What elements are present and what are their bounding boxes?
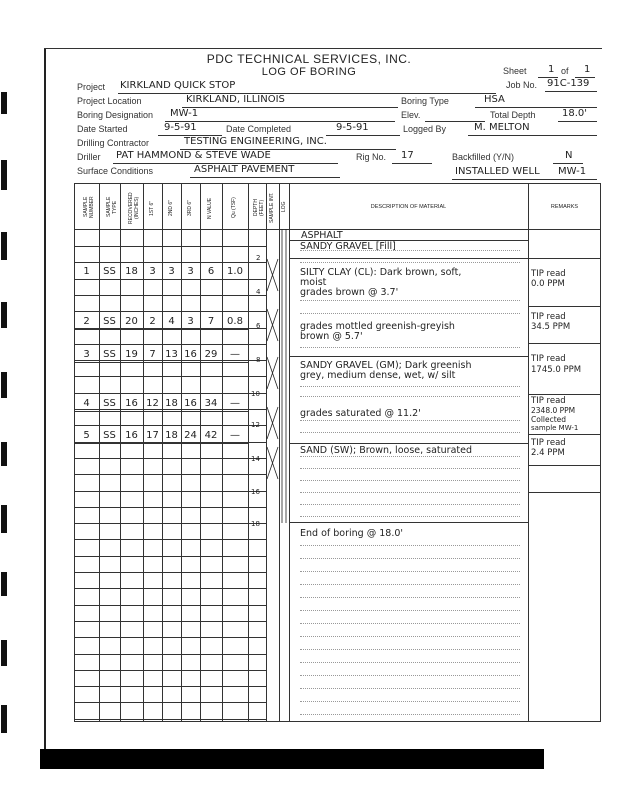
well-log-symbol bbox=[279, 229, 289, 529]
dotted-guide bbox=[300, 649, 520, 650]
col-third-6: 3RD 6" bbox=[187, 200, 193, 216]
dotted-guide bbox=[300, 313, 520, 314]
form-title: LOG OF BORING bbox=[261, 66, 357, 78]
grid-row-line bbox=[74, 539, 266, 540]
grid-row-line bbox=[74, 262, 266, 263]
desc-mottled-1: grades mottled greenish-greyish bbox=[300, 321, 455, 332]
remark-4c: Collected bbox=[531, 415, 567, 424]
col-sample-int: SAMPLE INT. bbox=[269, 192, 275, 224]
col-sample-number: SAMPLE NUMBER bbox=[83, 196, 95, 218]
grid-row-line bbox=[74, 686, 266, 687]
dotted-guide bbox=[300, 545, 520, 546]
sample-n-cell: 42 bbox=[204, 430, 218, 441]
dotted-guide bbox=[300, 662, 520, 663]
boring-type-label: Boring Type bbox=[401, 96, 449, 106]
depth-tick: 4 bbox=[256, 288, 261, 296]
backfilled-value: N bbox=[565, 150, 573, 161]
depth-tick: 18 bbox=[251, 520, 260, 528]
grid-row-line bbox=[74, 605, 266, 606]
remark-5b: 2.4 PPM bbox=[531, 448, 565, 458]
sample-qu-cell: — bbox=[230, 349, 240, 360]
sample-b3-cell: 24 bbox=[184, 430, 197, 441]
desc-end-of-boring: End of boring @ 18.0' bbox=[300, 528, 403, 539]
grid-row-line bbox=[74, 621, 266, 622]
dotted-guide bbox=[300, 386, 520, 387]
grid-row-line bbox=[74, 719, 266, 720]
col-second-6: 2ND 6" bbox=[168, 200, 174, 216]
logged-by-value: M. MELTON bbox=[474, 122, 530, 133]
dotted-guide bbox=[300, 701, 520, 702]
col-remarks: REMARKS bbox=[550, 204, 579, 210]
elev-label: Elev. bbox=[401, 110, 421, 120]
sample-b2-cell: 4 bbox=[168, 316, 175, 327]
installed-well-value: MW-1 bbox=[558, 166, 587, 177]
surface-conditions-value: ASPHALT PAVEMENT bbox=[194, 164, 295, 175]
dotted-guide bbox=[300, 571, 520, 572]
sample-type-cell: SS bbox=[103, 430, 116, 441]
desc-sand-sw: SAND (SW); Brown, loose, saturated bbox=[300, 445, 473, 456]
col-first-6: 1ST 6" bbox=[149, 200, 155, 216]
grid-row-line bbox=[74, 376, 266, 377]
grid-row-line bbox=[74, 344, 266, 345]
sample-n-cell: 7 bbox=[207, 316, 215, 327]
drilling-contractor-label: Drilling Contractor bbox=[77, 138, 150, 148]
sheet-current: 1 bbox=[548, 64, 555, 75]
sample-no-cell: 4 bbox=[83, 398, 90, 409]
sample-b3-cell: 3 bbox=[187, 266, 194, 277]
project-location-value: KIRKLAND, ILLINOIS bbox=[186, 94, 285, 105]
dotted-guide bbox=[300, 597, 520, 598]
date-completed-label: Date Completed bbox=[226, 124, 292, 134]
backfilled-label: Backfilled (Y/N) bbox=[452, 152, 515, 162]
sample-qu-cell: 1.0 bbox=[227, 266, 243, 277]
grid-row-line bbox=[74, 393, 266, 394]
col-log: LOG bbox=[281, 201, 287, 213]
sample-row-underline bbox=[74, 443, 248, 444]
desc-sandy-gravel-fill: SANDY GRAVEL [Fill] bbox=[300, 241, 396, 252]
total-depth-label: Total Depth bbox=[490, 110, 536, 120]
redaction-bar bbox=[40, 749, 544, 769]
desc-asphalt: ASPHALT bbox=[301, 230, 343, 241]
binder-edge bbox=[0, 0, 9, 800]
rig-no-value: 17 bbox=[401, 150, 414, 161]
sample-n-cell: 6 bbox=[207, 266, 215, 277]
sample-b3-cell: 16 bbox=[184, 349, 197, 360]
sample-type-cell: SS bbox=[103, 316, 116, 327]
dotted-guide bbox=[300, 347, 520, 348]
col-depth: DEPTH (FEET) bbox=[253, 199, 265, 217]
sample-rec-cell: 16 bbox=[125, 430, 138, 441]
sample-qu-cell: — bbox=[230, 430, 240, 441]
sample-b3-cell: 3 bbox=[187, 316, 194, 327]
dotted-guide bbox=[300, 610, 520, 611]
dotted-guide bbox=[300, 636, 520, 637]
sample-type-cell: SS bbox=[103, 349, 116, 360]
col-n-value: N VALUE bbox=[207, 197, 213, 219]
dotted-guide bbox=[300, 468, 520, 469]
dotted-guide bbox=[300, 480, 520, 481]
dotted-guide bbox=[300, 420, 520, 421]
grid-row-line bbox=[74, 507, 266, 508]
grid-row-line bbox=[74, 458, 266, 459]
remark-4d: sample MW-1 bbox=[531, 424, 579, 432]
depth-tick: 16 bbox=[251, 488, 260, 496]
sample-qu-cell: 0.8 bbox=[227, 316, 243, 327]
depth-tick: 12 bbox=[251, 421, 260, 429]
sheet-label: Sheet bbox=[503, 66, 527, 76]
sample-b3-cell: 16 bbox=[184, 398, 197, 409]
remark-1a: TIP read bbox=[531, 269, 566, 279]
sample-row-underline bbox=[74, 411, 248, 412]
sample-b2-cell: 18 bbox=[165, 398, 178, 409]
col-recovered: RECOVERED (INCHES) bbox=[128, 192, 140, 224]
grid-row-line bbox=[74, 702, 266, 703]
boring-type-value: HSA bbox=[484, 94, 505, 105]
form-frame-left bbox=[44, 48, 46, 768]
remark-2b: 34.5 PPM bbox=[531, 322, 571, 332]
sample-b1-cell: 12 bbox=[146, 398, 159, 409]
remark-1b: 0.0 PPM bbox=[531, 279, 565, 289]
sample-no-cell: 2 bbox=[83, 316, 90, 327]
form-frame-top bbox=[44, 48, 602, 49]
sample-row-underline bbox=[74, 362, 248, 363]
sample-no-cell: 3 bbox=[83, 349, 90, 360]
grid-row-line bbox=[74, 654, 266, 655]
desc-mottled-2: brown @ 5.7' bbox=[300, 331, 363, 342]
company-name: PDC TECHNICAL SERVICES, INC. bbox=[206, 52, 412, 66]
depth-tick: 14 bbox=[251, 455, 260, 463]
remark-4b: 2348.0 PPM bbox=[531, 406, 576, 415]
job-number: 91C-139 bbox=[547, 78, 590, 89]
dotted-guide bbox=[300, 456, 520, 457]
rig-no-label: Rig No. bbox=[356, 152, 387, 162]
sample-qu-cell: — bbox=[230, 398, 240, 409]
boring-designation-label: Boring Designation bbox=[77, 110, 154, 120]
grid-row-line bbox=[74, 670, 266, 671]
depth-tick: 10 bbox=[251, 390, 260, 398]
grid-row-line bbox=[74, 425, 266, 426]
desc-silty-clay-3: grades brown @ 3.7' bbox=[300, 287, 399, 298]
desc-silty-clay-1: SILTY CLAY (CL): Dark brown, soft, bbox=[300, 267, 462, 278]
grid-row-line bbox=[74, 572, 266, 573]
desc-sandy-gravel-gm-2: grey, medium dense, wet, w/ silt bbox=[300, 370, 456, 381]
sample-rec-cell: 16 bbox=[125, 398, 138, 409]
date-completed-value: 9-5-91 bbox=[336, 122, 369, 133]
dotted-guide bbox=[300, 714, 520, 715]
grid-row-line bbox=[74, 523, 266, 524]
sheet-of-label: of bbox=[561, 66, 569, 76]
date-started-value: 9-5-91 bbox=[164, 122, 197, 133]
sample-b1-cell: 3 bbox=[149, 266, 156, 277]
depth-tick: 6 bbox=[256, 322, 261, 330]
dotted-guide bbox=[300, 584, 520, 585]
grid-row-line bbox=[74, 637, 266, 638]
sample-b2-cell: 18 bbox=[165, 430, 178, 441]
remark-5a: TIP read bbox=[531, 438, 566, 448]
grid-row-line bbox=[74, 556, 266, 557]
surface-conditions-label: Surface Conditions bbox=[77, 166, 154, 176]
sample-type-cell: SS bbox=[103, 266, 116, 277]
job-label: Job No. bbox=[506, 80, 538, 90]
sample-b1-cell: 17 bbox=[146, 430, 159, 441]
remark-4a: TIP read bbox=[531, 396, 566, 406]
total-depth-value: 18.0' bbox=[562, 108, 588, 119]
project-value: KIRKLAND QUICK STOP bbox=[120, 80, 236, 91]
grid-row-line bbox=[74, 474, 266, 475]
sample-interval-marks bbox=[266, 229, 279, 729]
desc-saturated: grades saturated @ 11.2' bbox=[300, 408, 421, 419]
sample-row-underline bbox=[74, 329, 248, 330]
grid-row-line bbox=[74, 360, 266, 361]
grid-row-line bbox=[74, 588, 266, 589]
project-location-label: Project Location bbox=[77, 96, 142, 106]
desc-silty-clay-2: moist bbox=[300, 277, 327, 288]
drilling-contractor-value: TESTING ENGINEERING, INC. bbox=[184, 136, 327, 147]
remark-3a: TIP read bbox=[531, 354, 566, 364]
remark-2a: TIP read bbox=[531, 312, 566, 322]
grid-row-line bbox=[74, 311, 266, 312]
desc-sandy-gravel-gm-1: SANDY GRAVEL (GM); Dark greenish bbox=[300, 360, 472, 371]
sample-b2-cell: 3 bbox=[168, 266, 175, 277]
dotted-guide bbox=[300, 262, 520, 263]
project-label: Project bbox=[77, 82, 106, 92]
grid-row-line bbox=[74, 295, 266, 296]
dotted-guide bbox=[300, 300, 520, 301]
dotted-guide bbox=[300, 492, 520, 493]
sheet-total: 1 bbox=[584, 64, 591, 75]
driller-value: PAT HAMMOND & STEVE WADE bbox=[116, 150, 271, 161]
grid-row-line bbox=[74, 409, 266, 410]
col-sample-type: SAMPLE TYPE bbox=[106, 196, 118, 218]
sample-b1-cell: 2 bbox=[149, 316, 156, 327]
depth-tick: 8 bbox=[256, 356, 261, 364]
sample-b2-cell: 13 bbox=[165, 349, 178, 360]
depth-tick: 2 bbox=[256, 254, 261, 262]
driller-label: Driller bbox=[77, 152, 101, 162]
boring-designation-value: MW-1 bbox=[170, 108, 199, 119]
grid-row-line bbox=[74, 246, 266, 247]
sample-no-cell: 1 bbox=[83, 266, 90, 277]
sample-no-cell: 5 bbox=[83, 430, 90, 441]
sample-rec-cell: 18 bbox=[125, 266, 138, 277]
dotted-guide bbox=[300, 396, 520, 397]
sample-n-cell: 29 bbox=[204, 349, 218, 360]
dotted-guide bbox=[300, 623, 520, 624]
date-started-label: Date Started bbox=[77, 124, 128, 134]
col-qu: Qu (TSF) bbox=[231, 197, 237, 219]
dotted-guide bbox=[300, 558, 520, 559]
sample-n-cell: 34 bbox=[204, 398, 218, 409]
dotted-guide bbox=[300, 688, 520, 689]
sample-row-underline bbox=[74, 279, 248, 280]
dotted-guide bbox=[300, 516, 520, 517]
remark-3b: 1745.0 PPM bbox=[531, 365, 582, 375]
dotted-guide bbox=[300, 504, 520, 505]
sample-rec-cell: 19 bbox=[125, 349, 138, 360]
grid-row-line bbox=[74, 491, 266, 492]
logged-by-label: Logged By bbox=[403, 124, 447, 134]
sample-b1-cell: 7 bbox=[149, 349, 156, 360]
sample-type-cell: SS bbox=[103, 398, 116, 409]
dotted-guide bbox=[300, 432, 520, 433]
installed-well-label: INSTALLED WELL bbox=[455, 166, 540, 177]
col-description: DESCRIPTION OF MATERIAL bbox=[370, 204, 447, 210]
dotted-guide bbox=[300, 675, 520, 676]
sample-rec-cell: 20 bbox=[125, 316, 138, 327]
